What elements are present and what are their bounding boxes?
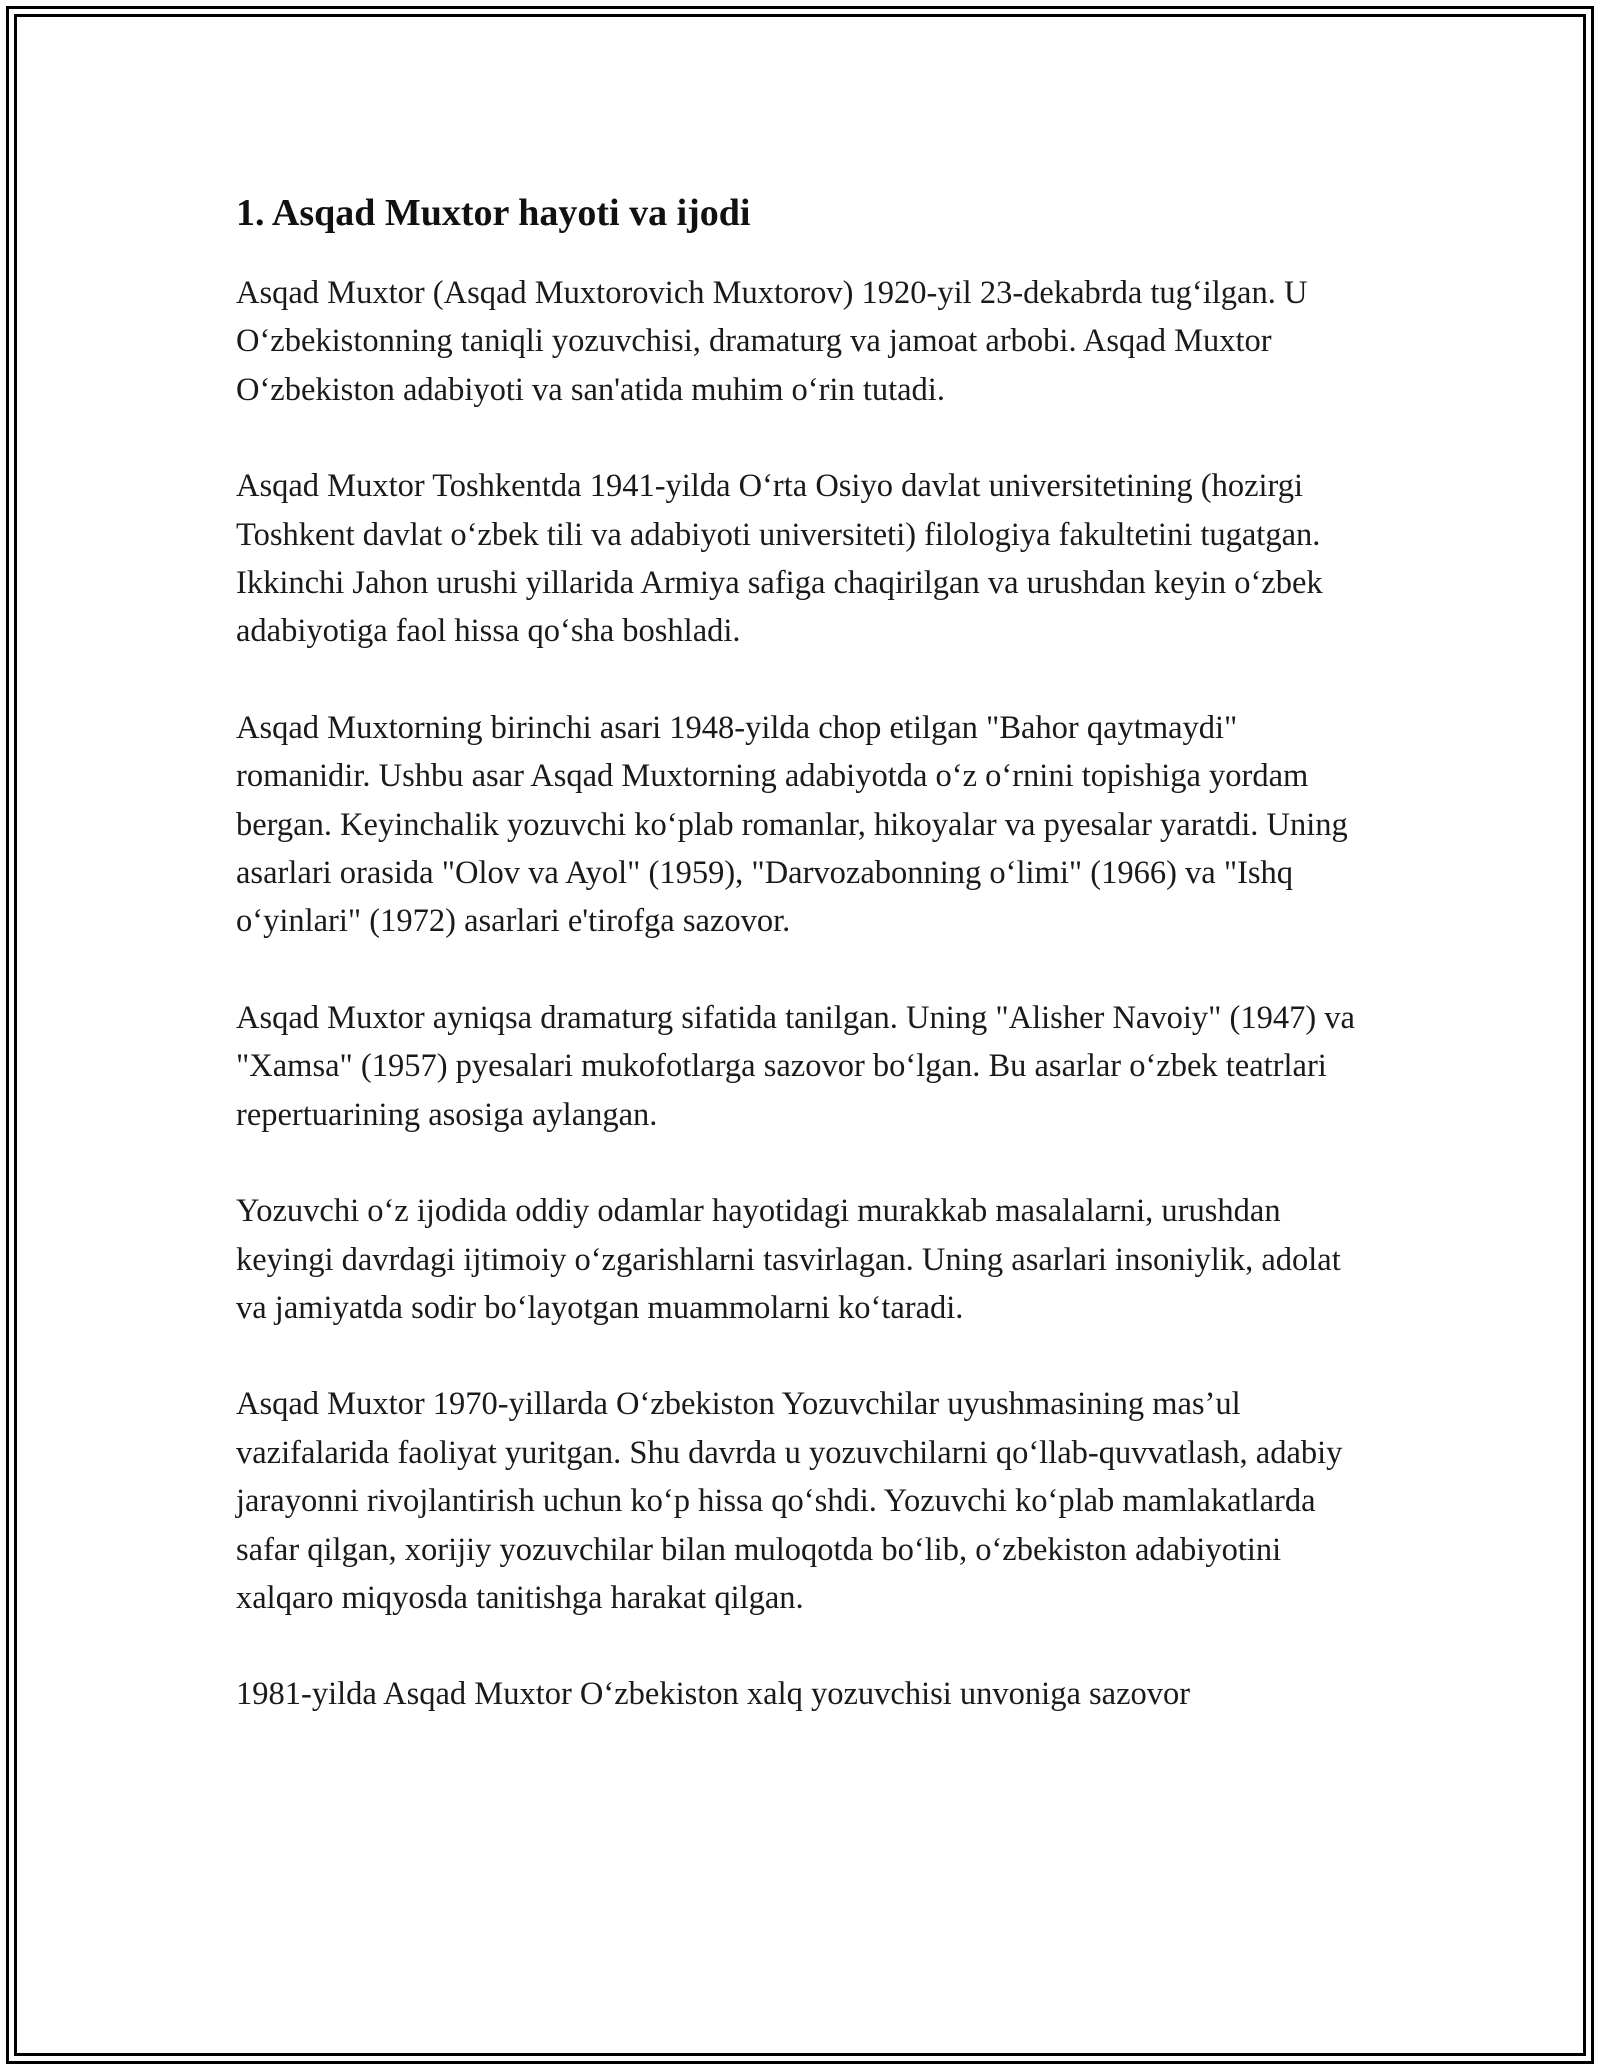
- section-heading: 1. Asqad Muxtor hayoti va ijodi: [236, 192, 751, 234]
- paragraph-themes: Yozuvchi o‘z ijodida oddiy odamlar hayotidagi murakkab masalalarni, urushdan keyingi davrdagi ijtimoiy o‘zgarishlarni tasvirlagan. Uning asarlari insoniylik, adolat va jamiyatda sodir bo‘layotgan muammolarni ko‘taradi.: [236, 1193, 1341, 1326]
- paragraph-birth: Asqad Muxtor (Asqad Muxtorovich Muxtorov) 1920-yil 23-dekabrda tug‘ilgan. U O‘zbekistonning taniqli yozuvchisi, dramaturg va jamoat arbobi. Asqad Muxtor O‘zbekiston adabiyoti va san'atida muhim o‘rin tutadi.: [236, 275, 1308, 408]
- paragraph-writers-union: Asqad Muxtor 1970-yillarda O‘zbekiston Yozuvchilar uyushmasining mas’ul vazifalarida faoliyat yuritgan. Shu davrda u yozuvchilarni qo‘llab-quvvatlash, adabiy jarayonni rivojlantirish uchun ko‘p hissa qo‘shdi. Yozuvchi ko‘plab mamlakatlarda safar qilgan, xorijiy yozuvchilar bilan muloqotda bo‘lib, o‘zbekiston adabiyotini xalqaro miqyosda tanitishga harakat qilgan.: [236, 1386, 1343, 1616]
- paragraph-dramaturgy: Asqad Muxtor ayniqsa dramaturg sifatida tanilgan. Uning "Alisher Navoiy" (1947) va "Xamsa" (1957) pyesalari mukofotlarga sazovor bo‘lgan. Bu asarlar o‘zbek teatrlari repertuarining asosiga aylangan.: [236, 999, 1355, 1133]
- paragraph-education: Asqad Muxtor Toshkentda 1941-yilda O‘rta Osiyo davlat universitetining (hozirgi Toshkent davlat o‘zbek tili va adabiyoti universiteti) filologiya fakultetini tugatgan. Ikkinchi Jahon urushi yillarida Armiya safiga chaqirilgan va urushdan keyin o‘zbek adabiyotiga faol hissa qo‘sha boshladi.: [236, 468, 1323, 650]
- paragraph-first-works: Asqad Muxtorning birinchi asari 1948-yilda chop etilgan "Bahor qaytmaydi" romanidir. Ushbu asar Asqad Muxtorning adabiyotda o‘z o‘rnini topishiga yordam bergan. Keyinchalik yozuvchi ko‘plab romanlar, hikoyalar va pyesalar yaratdi. Uning asarlari orasida "Olov va Ayol" (1959), "Darvozabonning o‘limi" (1966) va "Ishq o‘yinlari" (1972) asarlari e'tirofga sazovor.: [236, 709, 1348, 940]
- document-body: [236, 185, 1376, 1767]
- paragraph-title-award: 1981-yilda Asqad Muxtor O‘zbekiston xalq yozuvchisi unvoniga sazovor: [236, 1676, 1191, 1713]
